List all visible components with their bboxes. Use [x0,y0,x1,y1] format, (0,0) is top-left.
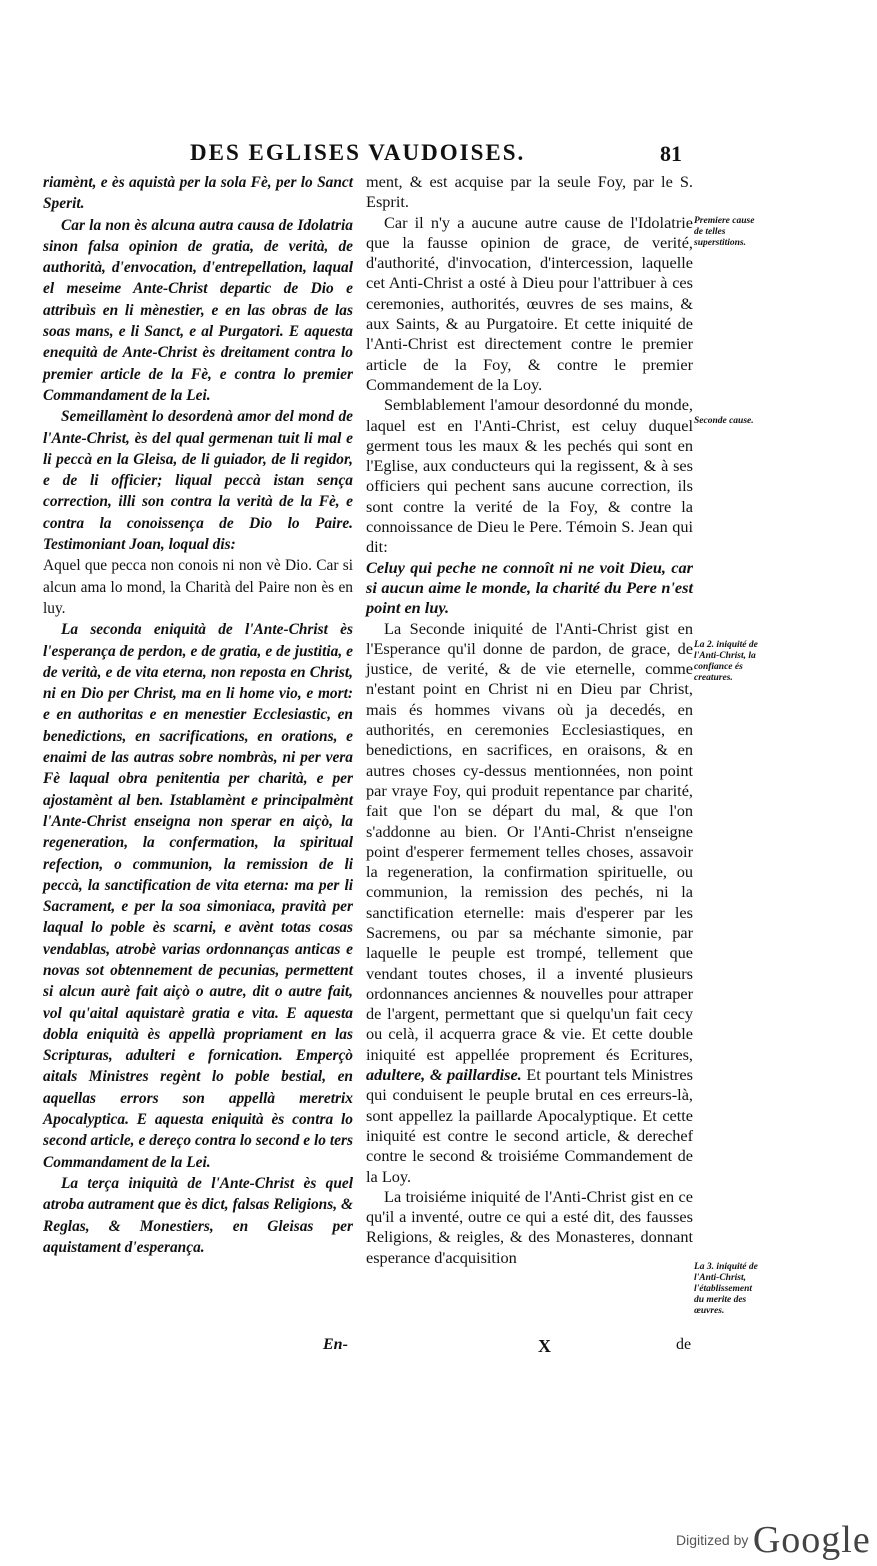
paragraph [366,619,693,1187]
margin-note: La 3. iniquité de l'Anti-Christ, l'établissement du merite des œuvres. [694,1262,758,1316]
paragraph: Car il n'y a aucune autre cause de l'Idolatrie que la fausse opinion de grace, de verité, d'authorité, d'invocation, d'intercession, laquelle cet Anti-Christ a osté à Dieu pour l'attribuer à ces ceremonies, authorités, œuvres de ses mains, & aux Saints, & au Purgatoire. Et cette iniquité de l'Anti-Christ est directement contre le premier article de la Foy, & contre le premier Commandement de la Loy. [366,212,693,394]
quotation: Aquel que pecca non conois ni non vè Dio. Car si alcun ama lo mond, la Charità del Paire non ès en luy. [43,557,353,617]
margin-note: La 2. iniquité de l'Anti-Christ, la confiance és creatures. [694,640,758,683]
occitan-column [43,172,353,1258]
french-column [366,172,693,1268]
margin-note: Seconde cause. [694,416,754,426]
watermark-text: Digitized by [676,1532,749,1548]
paragraph: riamènt, e ès aquistà per la sola Fè, per lo Sanct Sperit. [43,174,353,213]
paragraph: Semeillamènt lo desordenà amor del mond de l'Ante-Christ, ès del qual germenan tuit li mal e li peccà en la Gleisa, de li guiador, de li regidor, e de li officier; liqual peccà istan sença correction, illi son contra la verità de la Fè, e contra la conoissença de Dio lo Paire. Testimoniant Joan, loqual dis: [43,408,353,554]
paragraph-text: La Seconde iniquité de l'Anti-Christ gist en l'Esperance qu'il donne de pardon, de grace, de justice, de verité, & de vie eternelle, comme n'estant point en Christ ni en Dieu par Christ, mais és hommes vivans où ja decedés, en authorités, en ceremonies Ecclesiastiques, en benedictions, en sacrifices, en oraisons, & en autres choses cy-dessus mentionnées, non point par vraye Foy, qui produit repentance par charité, fait que l'on se départ du mal, & que l'on s'addonne au bien. Or l'Anti-Christ n'enseigne point d'esperer fermement telles choses, assavoir la regeneration, la confirmation spirituelle, ou communion, la remission des pechés, ni la sanctification eternelle: mais d'esperer par les Sacremens, ou par sa méchante simonie, par laquelle le peuple est trompé, tellement que vendant toutes choses, il a inventé plusieurs ordonnances anciennes & nouvelles pour attraper de l'argent, permettant que si quelqu'un fait cecy ou celà, il acquerra grace & vie. Et cette double iniquité est appellée proprement és Ecritures, [366,618,693,1064]
paragraph: La troisiéme iniquité de l'Anti-Christ gist en ce qu'il a inventé, outre ce qui a esté dit, des fausses Religions, & reigles, & des Monasteres, donnant esperance d'acquisition [366,1186,693,1267]
quotation: Celuy qui peche ne connoît ni ne voit Dieu, car si aucun aime le monde, la charité du Pere n'est point en luy. [366,557,693,618]
running-head: DES EGLISES VAUDOISES. [190,140,526,165]
google-logo: Google [752,1519,871,1561]
digitized-watermark [676,1518,871,1562]
margin-note: Premiere cause de telles superstitions. [694,216,755,248]
italic-phrase: adultere, & paillardise. [366,1065,522,1085]
page-number: 81 [660,141,682,166]
paragraph: ment, & est acquise par la seule Foy, par le S. Esprit. [366,172,693,212]
paragraph: Car la non ès alcuna autra causa de Idolatria sinon falsa opinion de gratia, de verità, de authorità, d'envocation, d'entrepellation, laqual el meseime Ante-Christ departic de Dio e attribuìs en li mènestier, e en las obras de las soas mans, e li Sanct, e al Purgatori. E aquesta enequità de Ante-Christ ès dreitament contra lo premier article de la Fè, e contra lo premier Commandament de la Lei. [43,216,353,404]
paragraph: La terça iniquità de l'Ante-Christ ès quel atroba autrament que ès dict, falsas Religions, & Reglas, & Monestiers, en Gleisas per aquistament d'esperança. [43,1174,353,1256]
paragraph: Semblablement l'amour desordonné du monde, laquel est en l'Anti-Christ, est celuy duquel germent tous les maux & les pechés qui sont en l'Eglise, aux conducteurs qui la regissent, & à ses officiers qui pechent sans aucune correction, ils sont contre la verité de la Foy, & contre la connoissance de Dieu le Pere. Témoin S. Jean qui dit: [366,395,693,557]
signature-mark: X [538,1336,551,1356]
paragraph-text: Et pourtant tels Ministres qui conduisent le peuple brutal en ces erreurs-là, sont appellez la paillarde Apocalyptique. Et cette iniquité est contre le second article, & derechef contre le second & troisiéme Commandement de la Loy. [366,1065,693,1186]
catchword-right: de [676,1336,692,1353]
catchword-left: En- [323,1336,348,1353]
paragraph: La seconda eniquità de l'Ante-Christ ès l'esperança de perdon, e de gratia, e de justitia, e de verità, e de vita eterna, non reposta en Christ, ni en Dio per Christ, ma en li home vio, e mort: e en authoritas e en menestier Ecclesiastic, en benedictions, en sacrifications, en orations, e enaimi de las autras sobre nombràs, ni per vera Fè laqual obra penitentia per charità, e per ajostamènt al ben. Istablamènt e principalmènt l'Ante-Christ enseigna non sperar en aiçò, la regeneration, la confermation, la spiritual refection, o communion, la remission de li peccà, la sanctification de vita eterna: ma per li Sacrament, e per la soa simoniaca, pravità per laqual lo poble ès scarni, e avènt totas cosas vendablas, atrobè varias ordonnanças anticas e novas sot obtennement de pecunias, permettent si alcun aurè fait aiçò o autre, dit o autre fait, vol qu'aital aquistarè gratia e vita. E aquesta dobla eniquità ès appellà propriament en las Scripturas, adulteri e fornication. Emperçò aitals Ministres regènt lo poble bestial, en aquellas errors son appellà meretrix Apocalyptica. E aquesta eniquità ès contra lo second article, e dereço contra lo second e lo ters Commandament de la Lei. [43,621,353,1171]
